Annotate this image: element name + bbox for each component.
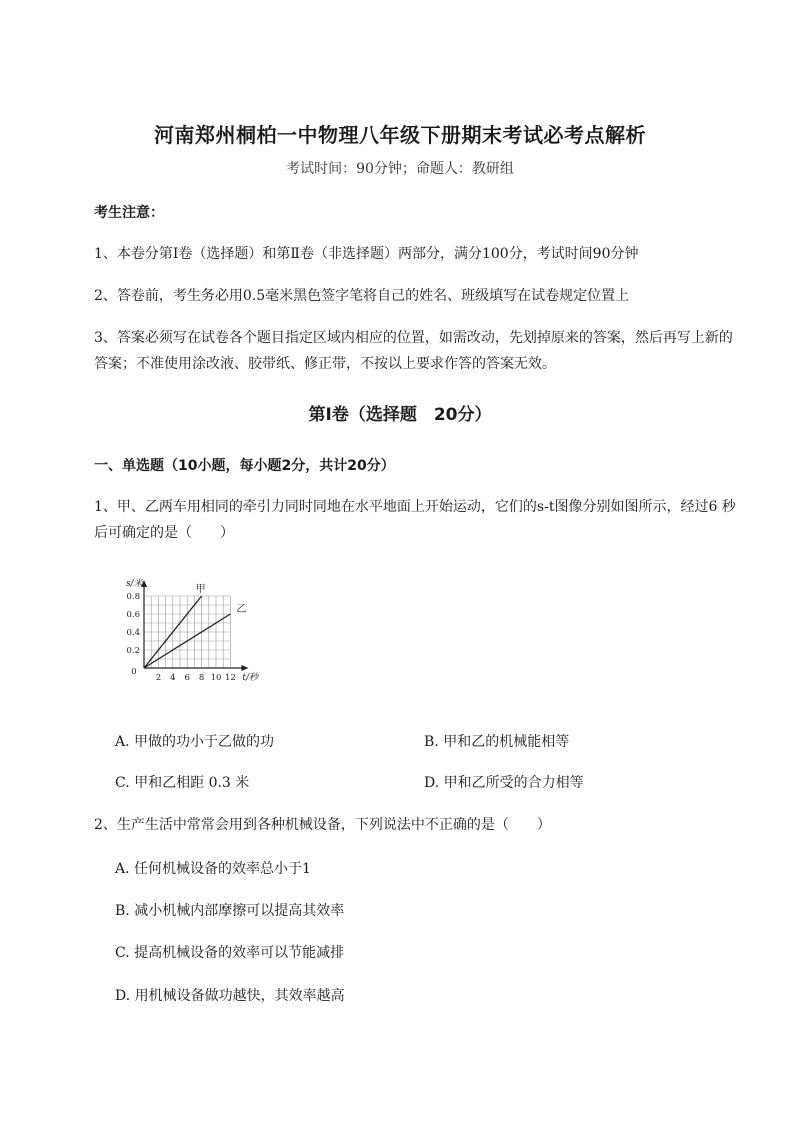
x-tick-label: 8: [198, 673, 205, 683]
x-tick-label: 6: [184, 673, 190, 683]
q1-option-c[interactable]: C. 甲和乙相距 0.3 米: [115, 775, 250, 791]
series-label: 乙: [236, 604, 247, 615]
q2-option-b[interactable]: B. 减小机械内部摩擦可以提高其效率: [115, 903, 345, 919]
x-axis-arrow: [241, 665, 248, 671]
question-1-stem: 1、甲、乙两车用相同的牵引力同时同地在水平地面上开始运动，它们的s-t图像分别如图所示，经过6 秒后可确定的是（ ）: [94, 499, 736, 541]
notice-item-1: 1、本卷分第I卷（选择题）和第Ⅱ卷（非选择题）两部分，满分100分，考试时间90分钟: [94, 246, 639, 262]
y-tick-label: 0.4: [126, 628, 140, 638]
section-title: 第I卷（选择题 20分）: [308, 405, 492, 425]
q1-option-a[interactable]: A. 甲做的功小于乙做的功: [115, 734, 275, 750]
x-tick-label: 10: [210, 673, 222, 683]
series-label: 甲: [195, 584, 206, 595]
q1-option-b[interactable]: B. 甲和乙的机械能相等: [424, 734, 570, 750]
notice-item-2: 2、答卷前，考生务必用0.5毫米黑色签字笔将自己的姓名、班级填写在试卷规定位置上: [94, 288, 630, 304]
q2-option-a[interactable]: A. 任何机械设备的效率总小于1: [115, 861, 311, 877]
chart-grid: [144, 596, 230, 668]
origin-label: 0: [131, 667, 137, 677]
q2-option-c[interactable]: C. 提高机械设备的效率可以节能减排: [115, 945, 345, 961]
q1-option-d[interactable]: D. 甲和乙所受的合力相等: [424, 775, 584, 791]
y-axis-label: s/米: [126, 579, 143, 589]
q2-option-d[interactable]: D. 用机械设备做功越快，其效率越高: [115, 988, 345, 1004]
x-tick-label: 12: [224, 673, 236, 683]
y-tick-label: 0.2: [126, 646, 140, 656]
s-t-chart: [110, 574, 280, 690]
question-2-stem: 2、生产生活中常常会用到各种机械设备，下列说法中不正确的是（ ）: [94, 817, 551, 833]
page-title: 河南郑州桐柏一中物理八年级下册期末考试必考点解析: [154, 123, 646, 147]
y-tick-label: 0.8: [126, 592, 140, 602]
exam-info: 考试时间：90分钟；命题人：教研组: [286, 161, 514, 177]
x-tick-label: 2: [155, 673, 162, 683]
notice-heading: 考生注意：: [94, 205, 164, 221]
y-tick-label: 0.6: [126, 610, 140, 620]
x-tick-label: 4: [170, 673, 176, 683]
notice-item-3: 3、答案必须写在试卷各个题目指定区域内相应的位置，如需改动，先划掉原来的答案，然后再写上新的答案；不准使用涂改液、胶带纸、修正带，不按以上要求作答的答案无效。: [94, 330, 733, 372]
x-axis-label: t/秒: [242, 673, 259, 683]
part-heading: 一、单选题（10小题，每小题2分，共计20分）: [94, 458, 395, 474]
